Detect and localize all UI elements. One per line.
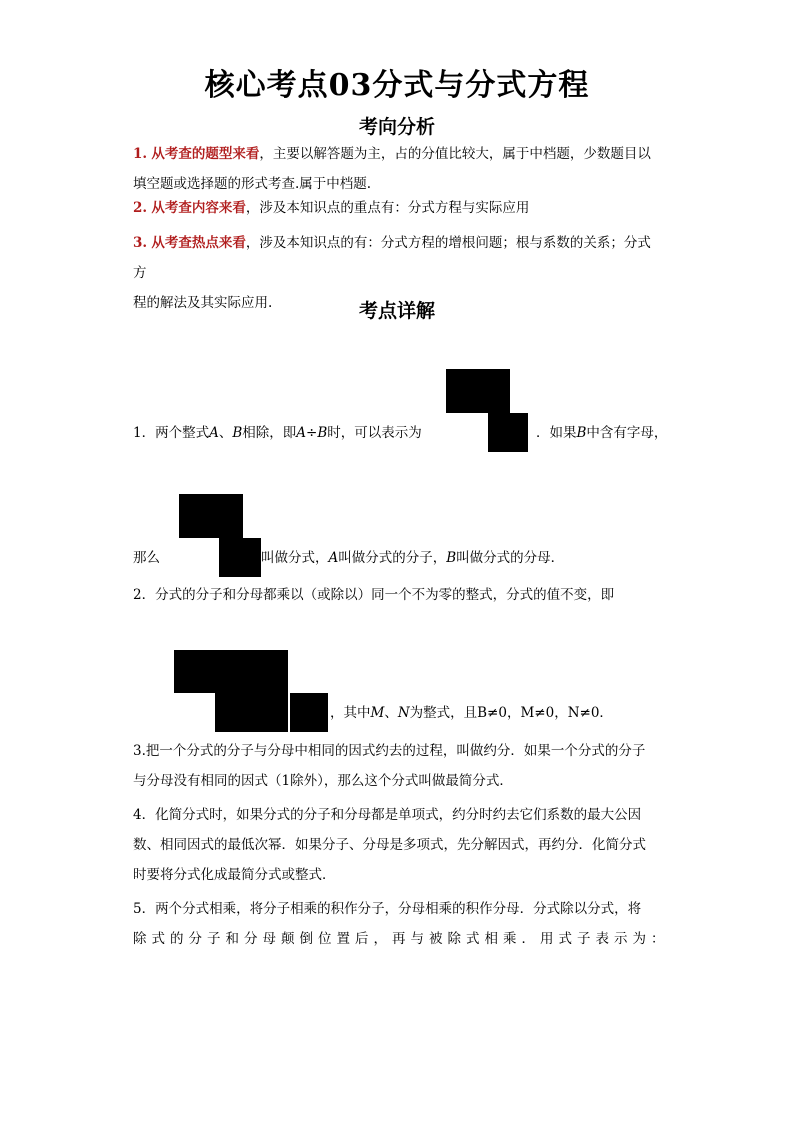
var-a: A [328, 550, 339, 566]
text: 、 [384, 705, 398, 721]
item-text: ，涉及本知识点的有：分式方程的增根问题；根与系数的关系；分式方 [133, 235, 651, 281]
redacted-formula-block [219, 538, 261, 577]
var-b: B [232, 425, 243, 441]
var-n: N [397, 705, 410, 721]
var-b: B [576, 425, 587, 441]
point-5 [133, 894, 673, 954]
point-4 [133, 800, 673, 890]
text: 为整式，且 [409, 705, 478, 721]
text: 时，可以表示为 [327, 425, 422, 441]
item-lead: 从考查的题型来看 [151, 146, 260, 162]
item-text: ，涉及本知识点的重点有：分式方程与实际应用 [245, 200, 530, 216]
redacted-formula-block [174, 650, 288, 693]
text: 叫做分式的分母． [456, 550, 565, 566]
text: 时要将分式化成最简分式或整式． [133, 867, 336, 883]
item-text: ，主要以解答题为主，占的分值比较大，属于中档题，少数题目以 [259, 146, 651, 162]
point-1-line-2 [261, 545, 564, 571]
point-2-line-1: 2．分式的分子和分母都乘以（或除以）同一个不为零的整式，分式的值不变，即 [133, 587, 615, 603]
text: 1．两个整式 [133, 425, 210, 441]
redacted-formula-block [446, 369, 510, 413]
text: 相除，即 [242, 425, 297, 441]
text: 3.把一个分式的分子与分母中相同的因式约去的过程，叫做约分．如果一个分式的分子 [133, 743, 646, 759]
var-a: A [209, 425, 219, 441]
point-2-line-2 [330, 700, 613, 726]
text: 数、相同因式的最低次幂．如果分子、分母是多项式，先分解因式，再约分．化简分式 [133, 837, 646, 853]
condition-m: M≠0， [520, 705, 568, 721]
var-m: M [370, 705, 385, 721]
section-heading-details: 考点详解 [358, 300, 435, 322]
redacted-formula-block [215, 693, 288, 732]
var-a: A [296, 425, 307, 441]
analysis-item-2 [133, 193, 663, 223]
text: ，其中 [330, 705, 371, 721]
text: 、 [218, 425, 233, 441]
text: 4．化简分式时，如果分式的分子和分母都是单项式，约分时约去它们系数的最大公因 [133, 807, 642, 823]
divide-symbol: ÷ [306, 425, 318, 441]
text: 除式的分子和分母颠倒位置后，再与被除式相乘．用式子表示为： [133, 931, 670, 947]
text: ．如果 [536, 425, 577, 441]
var-b: B [446, 550, 457, 566]
page-title: 核心考点03分式与分式方程 [204, 68, 590, 103]
text: 中含有字母， [586, 425, 668, 441]
item-number: 2. [133, 200, 148, 216]
item-lead: 从考查内容来看 [151, 200, 246, 216]
text: 5．两个分式相乘，将分子相乘的积作分子，分母相乘的积作分母．分式除以分式，将 [133, 901, 642, 917]
point-1-line-2-start: 那么 [133, 550, 160, 566]
point-1-line-1-end [536, 420, 667, 446]
section-heading-analysis: 考向分析 [358, 116, 435, 138]
text: 与分母没有相同的因式（1除外），那么这个分式叫做最简分式． [133, 773, 513, 789]
analysis-item-1 [133, 139, 663, 199]
item-number: 1. [133, 146, 148, 162]
item-number: 3. [133, 235, 148, 251]
item-lead: 从考查热点来看 [151, 235, 246, 251]
redacted-formula-block [290, 693, 328, 732]
item-text-cont: 程的解法及其实际应用. [133, 295, 273, 311]
var-b: B [317, 425, 328, 441]
condition-b: B≠0， [477, 705, 521, 721]
text: 叫做分式的分子， [338, 550, 447, 566]
item-text-cont: 填空题或选择题的形式考查.属于中档题. [133, 176, 372, 192]
point-3 [133, 736, 673, 796]
redacted-formula-block [179, 494, 243, 538]
condition-n: N≠0． [567, 705, 613, 721]
text: 叫做分式， [261, 550, 329, 566]
